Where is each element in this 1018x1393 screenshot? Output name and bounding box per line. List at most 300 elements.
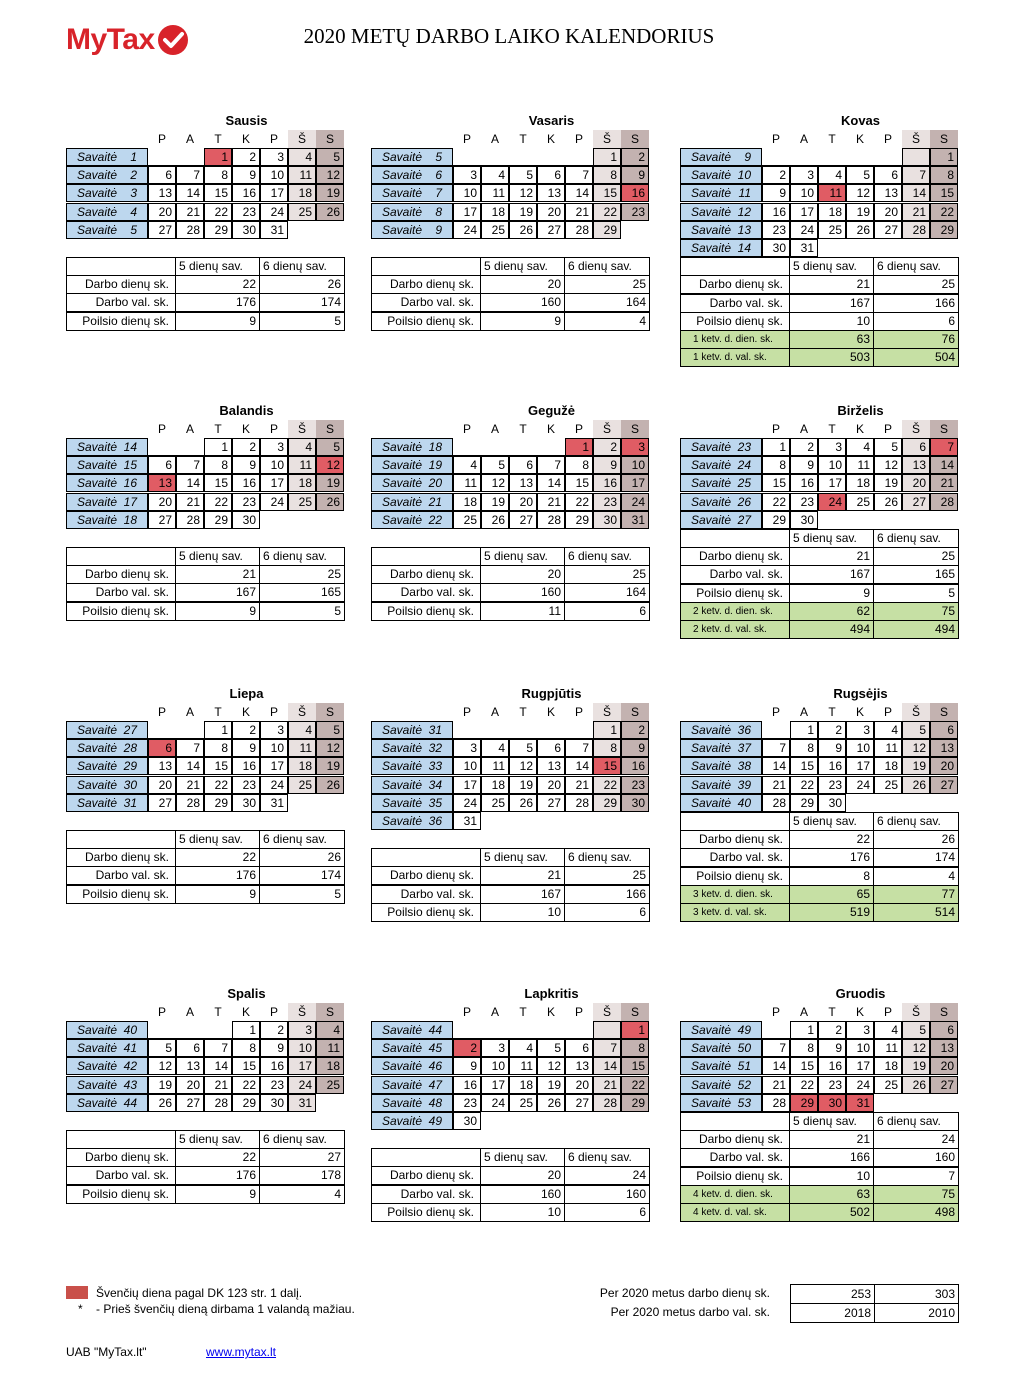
day-cell: 3 <box>288 1021 316 1039</box>
week-label: Savaitė 10 <box>680 166 762 184</box>
day-cell: 22 <box>930 203 958 221</box>
week-number: 18 <box>428 440 442 454</box>
week-label: Savaitė 50 <box>680 1039 762 1057</box>
day-header: K <box>241 422 250 436</box>
day-cell: 28 <box>930 493 958 511</box>
value-5-day: 21 <box>789 275 874 294</box>
day-cell: 4 <box>481 739 509 757</box>
day-cell-empty <box>148 721 176 739</box>
day-cell: 27 <box>930 776 958 794</box>
value-5-day: 22 <box>175 1148 260 1167</box>
day-cell: 3 <box>481 1039 509 1057</box>
day-cell: 5 <box>148 1039 176 1057</box>
day-cell: 14 <box>176 184 204 202</box>
summary-label: 3 ketv. d. dien. sk. <box>680 885 790 904</box>
work-days-row <box>66 848 345 866</box>
week-number: 36 <box>737 723 751 737</box>
day-header: Š <box>288 703 316 721</box>
day-cell: 4 <box>288 148 316 166</box>
day-cell: 11 <box>509 1057 537 1075</box>
day-cell: 9 <box>593 456 621 474</box>
day-cell: 4 <box>818 166 846 184</box>
day-cell: 22 <box>790 776 818 794</box>
week-number: 50 <box>737 1041 751 1056</box>
week-label: Savaitė 22 <box>371 511 453 529</box>
week-label: Savaitė 21 <box>371 493 453 511</box>
value-5-day: 20 <box>480 565 565 584</box>
summary-label: Darbo val. sk. <box>680 1148 790 1167</box>
day-cell: 3 <box>621 438 649 456</box>
week-number: 11 <box>738 186 751 201</box>
year-hours-label: Per 2020 metus darbo val. sk. <box>610 1305 770 1319</box>
day-cell: 10 <box>818 456 846 474</box>
value-6-day: 5 <box>259 312 345 331</box>
day-cell: 6 <box>565 1039 593 1057</box>
rest-days-row <box>66 602 345 620</box>
week-label: Savaitė 23 <box>680 438 762 456</box>
value-6-day: 27 <box>259 1148 345 1167</box>
day-cell: 12 <box>316 739 344 757</box>
work-hours-row <box>680 1148 959 1166</box>
week-label: Savaitė 36 <box>371 812 453 830</box>
value-6-day: 4 <box>873 867 959 886</box>
day-cell: 18 <box>481 203 509 221</box>
day-cell: 30 <box>232 511 260 529</box>
day-cell: 27 <box>930 1076 958 1094</box>
month-name: Rugpjūtis <box>521 686 582 701</box>
website-link[interactable]: www.mytax.lt <box>206 1345 277 1359</box>
week-number: 49 <box>737 1023 751 1037</box>
value-5-day: 10 <box>480 1203 565 1222</box>
rest-days-row <box>680 312 959 330</box>
day-header: A <box>490 705 499 719</box>
day-cell-empty <box>148 438 176 456</box>
summary-label: Poilsio dienų sk. <box>371 602 481 621</box>
week-label: Savaitė 43 <box>66 1076 148 1094</box>
value-6-day: 6 <box>564 1203 650 1222</box>
day-header: A <box>490 132 499 146</box>
day-cell: 10 <box>260 456 288 474</box>
day-cell-empty <box>537 438 565 456</box>
day-header: K <box>546 422 555 436</box>
week-number: 31 <box>428 723 442 737</box>
day-cell-empty <box>509 438 537 456</box>
day-cell: 19 <box>148 1076 176 1094</box>
day-cell: 26 <box>316 776 344 794</box>
day-cell: 15 <box>593 184 621 202</box>
day-cell: 11 <box>846 456 874 474</box>
value-6-day: 26 <box>259 275 345 294</box>
week-label: Savaitė 5 <box>371 148 453 166</box>
day-cell: 14 <box>176 474 204 492</box>
day-cell: 23 <box>621 203 649 221</box>
day-cell: 31 <box>453 812 481 830</box>
day-cell: 2 <box>762 166 790 184</box>
value-6-day: 77 <box>873 885 959 904</box>
value-6-day: 25 <box>873 547 959 566</box>
summary-blank <box>680 257 790 276</box>
day-cell: 31 <box>846 1094 874 1112</box>
col-5-day-week: 5 dienų sav. <box>789 529 874 548</box>
day-cell: 19 <box>481 493 509 511</box>
summary-label: 2 ketv. d. dien. sk. <box>680 602 790 621</box>
day-header: A <box>185 1005 194 1019</box>
day-cell: 27 <box>537 221 565 239</box>
week-label: Savaitė 13 <box>680 221 762 239</box>
week-label: Savaitė 48 <box>371 1094 453 1112</box>
day-cell-empty <box>790 148 818 166</box>
summary-header-row <box>66 547 345 565</box>
quarter-days-row <box>680 1185 959 1203</box>
value-6-day: 5 <box>259 885 345 904</box>
day-cell: 16 <box>260 1057 288 1075</box>
value-5-day: 8 <box>789 867 874 886</box>
value-6-day: 25 <box>259 565 345 584</box>
week-label: Savaitė 30 <box>66 776 148 794</box>
day-cell: 31 <box>260 794 288 812</box>
day-cell: 14 <box>762 1057 790 1075</box>
day-cell: 8 <box>204 739 232 757</box>
value-5-day: 63 <box>789 1185 874 1204</box>
summary-blank <box>371 1148 481 1167</box>
value-6-day: 494 <box>873 620 959 639</box>
day-header: T <box>828 132 836 146</box>
summary-label: Darbo val. sk. <box>66 293 176 312</box>
day-cell: 9 <box>818 1039 846 1057</box>
day-cell: 5 <box>509 739 537 757</box>
week-label: Savaitė 6 <box>371 166 453 184</box>
day-header: K <box>855 1005 864 1019</box>
day-cell: 20 <box>176 1076 204 1094</box>
day-cell: 20 <box>930 757 958 775</box>
day-cell: 4 <box>874 1021 902 1039</box>
day-cell: 10 <box>453 184 481 202</box>
value-6-day: 174 <box>259 293 345 312</box>
day-cell: 20 <box>537 203 565 221</box>
value-6-day: 514 <box>873 903 959 922</box>
logo-text: MyTax <box>66 23 155 56</box>
week-label: Savaitė 20 <box>371 474 453 492</box>
week-label: Savaitė 49 <box>680 1021 762 1039</box>
value-5-day: 20 <box>480 1166 565 1185</box>
value-5-day: 20 <box>480 275 565 294</box>
day-cell: 4 <box>846 438 874 456</box>
day-header: P <box>771 705 780 719</box>
week-number: 3 <box>130 186 137 201</box>
day-header: P <box>883 1005 892 1019</box>
week-number: 40 <box>737 795 751 810</box>
col-6-day-week: 6 dienų sav. <box>564 257 650 276</box>
value-6-day: 6 <box>564 602 650 621</box>
value-6-day: 4 <box>564 312 650 331</box>
value-6-day: 164 <box>564 583 650 602</box>
week-number: 21 <box>428 494 442 509</box>
day-header: A <box>799 705 808 719</box>
day-cell: 14 <box>593 1057 621 1075</box>
day-cell: 28 <box>762 1094 790 1112</box>
day-cell: 10 <box>260 166 288 184</box>
day-cell: 5 <box>316 438 344 456</box>
col-6-day-week: 6 dienų sav. <box>259 547 345 566</box>
day-cell: 24 <box>846 1076 874 1094</box>
day-cell: 3 <box>260 721 288 739</box>
day-cell: 18 <box>288 757 316 775</box>
day-cell: 13 <box>565 1057 593 1075</box>
day-cell: 12 <box>509 757 537 775</box>
day-header: Š <box>902 420 930 438</box>
day-cell: 26 <box>902 776 930 794</box>
day-cell: 3 <box>453 166 481 184</box>
day-cell: 6 <box>148 166 176 184</box>
day-cell: 11 <box>818 184 846 202</box>
day-header: P <box>771 422 780 436</box>
day-cell: 19 <box>902 1057 930 1075</box>
day-cell: 15 <box>930 184 958 202</box>
day-cell: 23 <box>232 203 260 221</box>
week-label: Savaitė 42 <box>66 1057 148 1075</box>
day-cell: 26 <box>509 794 537 812</box>
day-cell-empty <box>509 148 537 166</box>
value-5-day: 63 <box>789 330 874 349</box>
day-cell-empty <box>453 1021 481 1039</box>
col-5-day-week: 5 dienų sav. <box>175 1130 260 1149</box>
value-5-day: 22 <box>175 848 260 867</box>
week-number: 31 <box>123 795 137 810</box>
day-cell: 23 <box>453 1094 481 1112</box>
col-5-day-week: 5 dienų sav. <box>789 812 874 831</box>
week-label: Savaitė 37 <box>680 739 762 757</box>
day-cell: 18 <box>818 203 846 221</box>
day-header: Š <box>288 130 316 148</box>
week-number: 30 <box>123 777 137 792</box>
day-cell: 23 <box>232 493 260 511</box>
day-cell: 27 <box>148 221 176 239</box>
value-5-day: 9 <box>175 885 260 904</box>
day-cell: 3 <box>846 1021 874 1039</box>
day-cell: 14 <box>902 184 930 202</box>
day-cell: 25 <box>453 511 481 529</box>
summary-label: Poilsio dienų sk. <box>66 312 176 331</box>
day-cell: 15 <box>621 1057 649 1075</box>
day-cell-empty <box>846 148 874 166</box>
day-cell: 27 <box>148 794 176 812</box>
day-cell: 10 <box>846 1039 874 1057</box>
value-6-day: 504 <box>873 348 959 367</box>
value-5-day: 22 <box>175 275 260 294</box>
week-label: Savaitė 27 <box>680 511 762 529</box>
week-number: 44 <box>428 1023 442 1037</box>
day-cell: 5 <box>537 1039 565 1057</box>
day-header: A <box>185 422 194 436</box>
work-hours-row <box>680 565 959 583</box>
work-hours-row <box>371 293 650 311</box>
day-cell: 5 <box>902 721 930 739</box>
day-cell: 22 <box>762 493 790 511</box>
day-cell: 18 <box>453 493 481 511</box>
day-cell: 28 <box>176 221 204 239</box>
week-number: 51 <box>737 1059 751 1074</box>
rest-days-row <box>371 602 650 620</box>
work-days-row <box>680 275 959 293</box>
summary-label: Darbo val. sk. <box>371 1185 481 1204</box>
day-header: P <box>883 705 892 719</box>
day-cell: 25 <box>288 493 316 511</box>
week-number: 29 <box>123 759 137 774</box>
week-label: Savaitė 26 <box>680 493 762 511</box>
day-cell: 16 <box>621 757 649 775</box>
day-cell: 30 <box>593 511 621 529</box>
day-header: P <box>157 1005 166 1019</box>
week-number: 16 <box>123 476 137 491</box>
week-number: 14 <box>123 440 137 454</box>
week-number: 37 <box>737 741 751 756</box>
work-days-row <box>371 275 650 293</box>
day-cell: 4 <box>481 166 509 184</box>
value-5-day: 160 <box>480 1185 565 1204</box>
summary-label: Darbo dienų sk. <box>66 275 176 294</box>
year-days-label: Per 2020 metus darbo dienų sk. <box>599 1286 770 1300</box>
day-cell: 7 <box>537 456 565 474</box>
day-cell: 13 <box>874 184 902 202</box>
week-label: Savaitė 18 <box>66 511 148 529</box>
day-cell: 21 <box>565 776 593 794</box>
day-cell: 1 <box>565 438 593 456</box>
day-cell-empty <box>453 721 481 739</box>
value-5-day: 494 <box>789 620 874 639</box>
day-cell: 1 <box>593 148 621 166</box>
day-cell: 11 <box>481 757 509 775</box>
star-marker: * <box>78 1302 83 1316</box>
day-header: A <box>490 422 499 436</box>
week-label: Savaitė 38 <box>680 757 762 775</box>
week-number: 14 <box>737 241 751 255</box>
summary-header-row <box>371 547 650 565</box>
day-cell: 27 <box>565 1094 593 1112</box>
day-cell: 3 <box>818 438 846 456</box>
day-cell: 6 <box>902 438 930 456</box>
rest-days-row <box>680 584 959 602</box>
day-cell: 7 <box>762 1039 790 1057</box>
day-cell: 29 <box>593 794 621 812</box>
week-number: 5 <box>435 150 442 164</box>
day-cell: 1 <box>621 1021 649 1039</box>
holiday-swatch <box>66 1286 88 1299</box>
value-6-day: 26 <box>873 830 959 849</box>
day-header: P <box>574 705 583 719</box>
day-cell: 21 <box>176 776 204 794</box>
day-cell: 29 <box>204 511 232 529</box>
day-cell: 18 <box>846 474 874 492</box>
holiday-legend-text: Švenčių diena pagal DK 123 str. 1 dalį. <box>96 1286 303 1300</box>
day-cell: 1 <box>930 148 958 166</box>
summary-header-row <box>66 830 345 848</box>
day-cell: 7 <box>762 739 790 757</box>
col-6-day-week: 6 dienų sav. <box>564 848 650 867</box>
week-number: 42 <box>123 1059 137 1074</box>
work-hours-row <box>66 1166 345 1184</box>
day-cell: 30 <box>818 794 846 812</box>
day-cell: 24 <box>260 776 288 794</box>
value-5-day: 166 <box>789 1148 874 1167</box>
day-cell: 21 <box>930 474 958 492</box>
day-cell: 11 <box>453 474 481 492</box>
summary-blank <box>371 848 481 867</box>
summary-label: Poilsio dienų sk. <box>680 867 790 886</box>
day-cell: 8 <box>593 739 621 757</box>
day-cell: 23 <box>762 221 790 239</box>
day-cell: 8 <box>565 456 593 474</box>
month-name: Rugsėjis <box>833 686 888 701</box>
day-cell: 14 <box>565 184 593 202</box>
day-cell-empty <box>762 1021 790 1039</box>
day-cell: 15 <box>790 1057 818 1075</box>
day-cell: 28 <box>176 794 204 812</box>
month-name: Lapkritis <box>524 986 579 1001</box>
day-header: S <box>930 1003 958 1021</box>
day-cell: 20 <box>565 1076 593 1094</box>
day-cell: 3 <box>846 721 874 739</box>
day-cell: 18 <box>288 184 316 202</box>
day-header: S <box>621 130 649 148</box>
day-header: P <box>269 132 278 146</box>
value-5-day: 167 <box>789 565 874 584</box>
day-cell: 12 <box>874 456 902 474</box>
week-number: 4 <box>130 204 137 219</box>
quarter-hours-row <box>680 348 959 366</box>
day-cell: 7 <box>565 166 593 184</box>
value-6-day: 160 <box>873 1148 959 1167</box>
week-label: Savaitė 12 <box>680 203 762 221</box>
day-cell: 26 <box>481 511 509 529</box>
summary-blank <box>66 547 176 566</box>
day-cell: 18 <box>874 757 902 775</box>
day-header: K <box>855 705 864 719</box>
day-header: S <box>316 130 344 148</box>
day-cell: 17 <box>288 1057 316 1075</box>
day-cell: 26 <box>509 221 537 239</box>
summary-label: Poilsio dienų sk. <box>371 312 481 331</box>
day-cell: 17 <box>790 203 818 221</box>
week-label: Savaitė 49 <box>371 1112 453 1130</box>
value-5-day: 160 <box>480 583 565 602</box>
day-cell: 18 <box>316 1057 344 1075</box>
day-cell: 22 <box>593 776 621 794</box>
day-cell: 28 <box>762 794 790 812</box>
week-number: 53 <box>737 1095 751 1110</box>
value-6-day: 165 <box>873 565 959 584</box>
day-header: T <box>828 422 836 436</box>
value-6-day: 5 <box>873 584 959 603</box>
day-cell: 22 <box>565 493 593 511</box>
summary-label: Darbo dienų sk. <box>371 1166 481 1185</box>
summary-blank <box>66 1130 176 1149</box>
value-5-day: 10 <box>480 903 565 922</box>
day-cell: 28 <box>565 221 593 239</box>
day-cell: 30 <box>232 221 260 239</box>
page-title: 2020 METŲ DARBO LAIKO KALENDORIUS <box>303 24 715 48</box>
pre-holiday-legend-text: - Prieš švenčių dieną dirbama 1 valandą mažiau. <box>96 1302 355 1316</box>
day-header: A <box>799 422 808 436</box>
day-header: A <box>490 1005 499 1019</box>
value-5-day: 11 <box>480 602 565 621</box>
day-cell: 1 <box>204 438 232 456</box>
summary-label: Poilsio dienų sk. <box>680 584 790 603</box>
day-cell: 14 <box>176 757 204 775</box>
day-cell: 2 <box>818 1021 846 1039</box>
week-label: Savaitė 32 <box>371 739 453 757</box>
value-5-day: 21 <box>175 565 260 584</box>
value-6-day: 5 <box>259 602 345 621</box>
